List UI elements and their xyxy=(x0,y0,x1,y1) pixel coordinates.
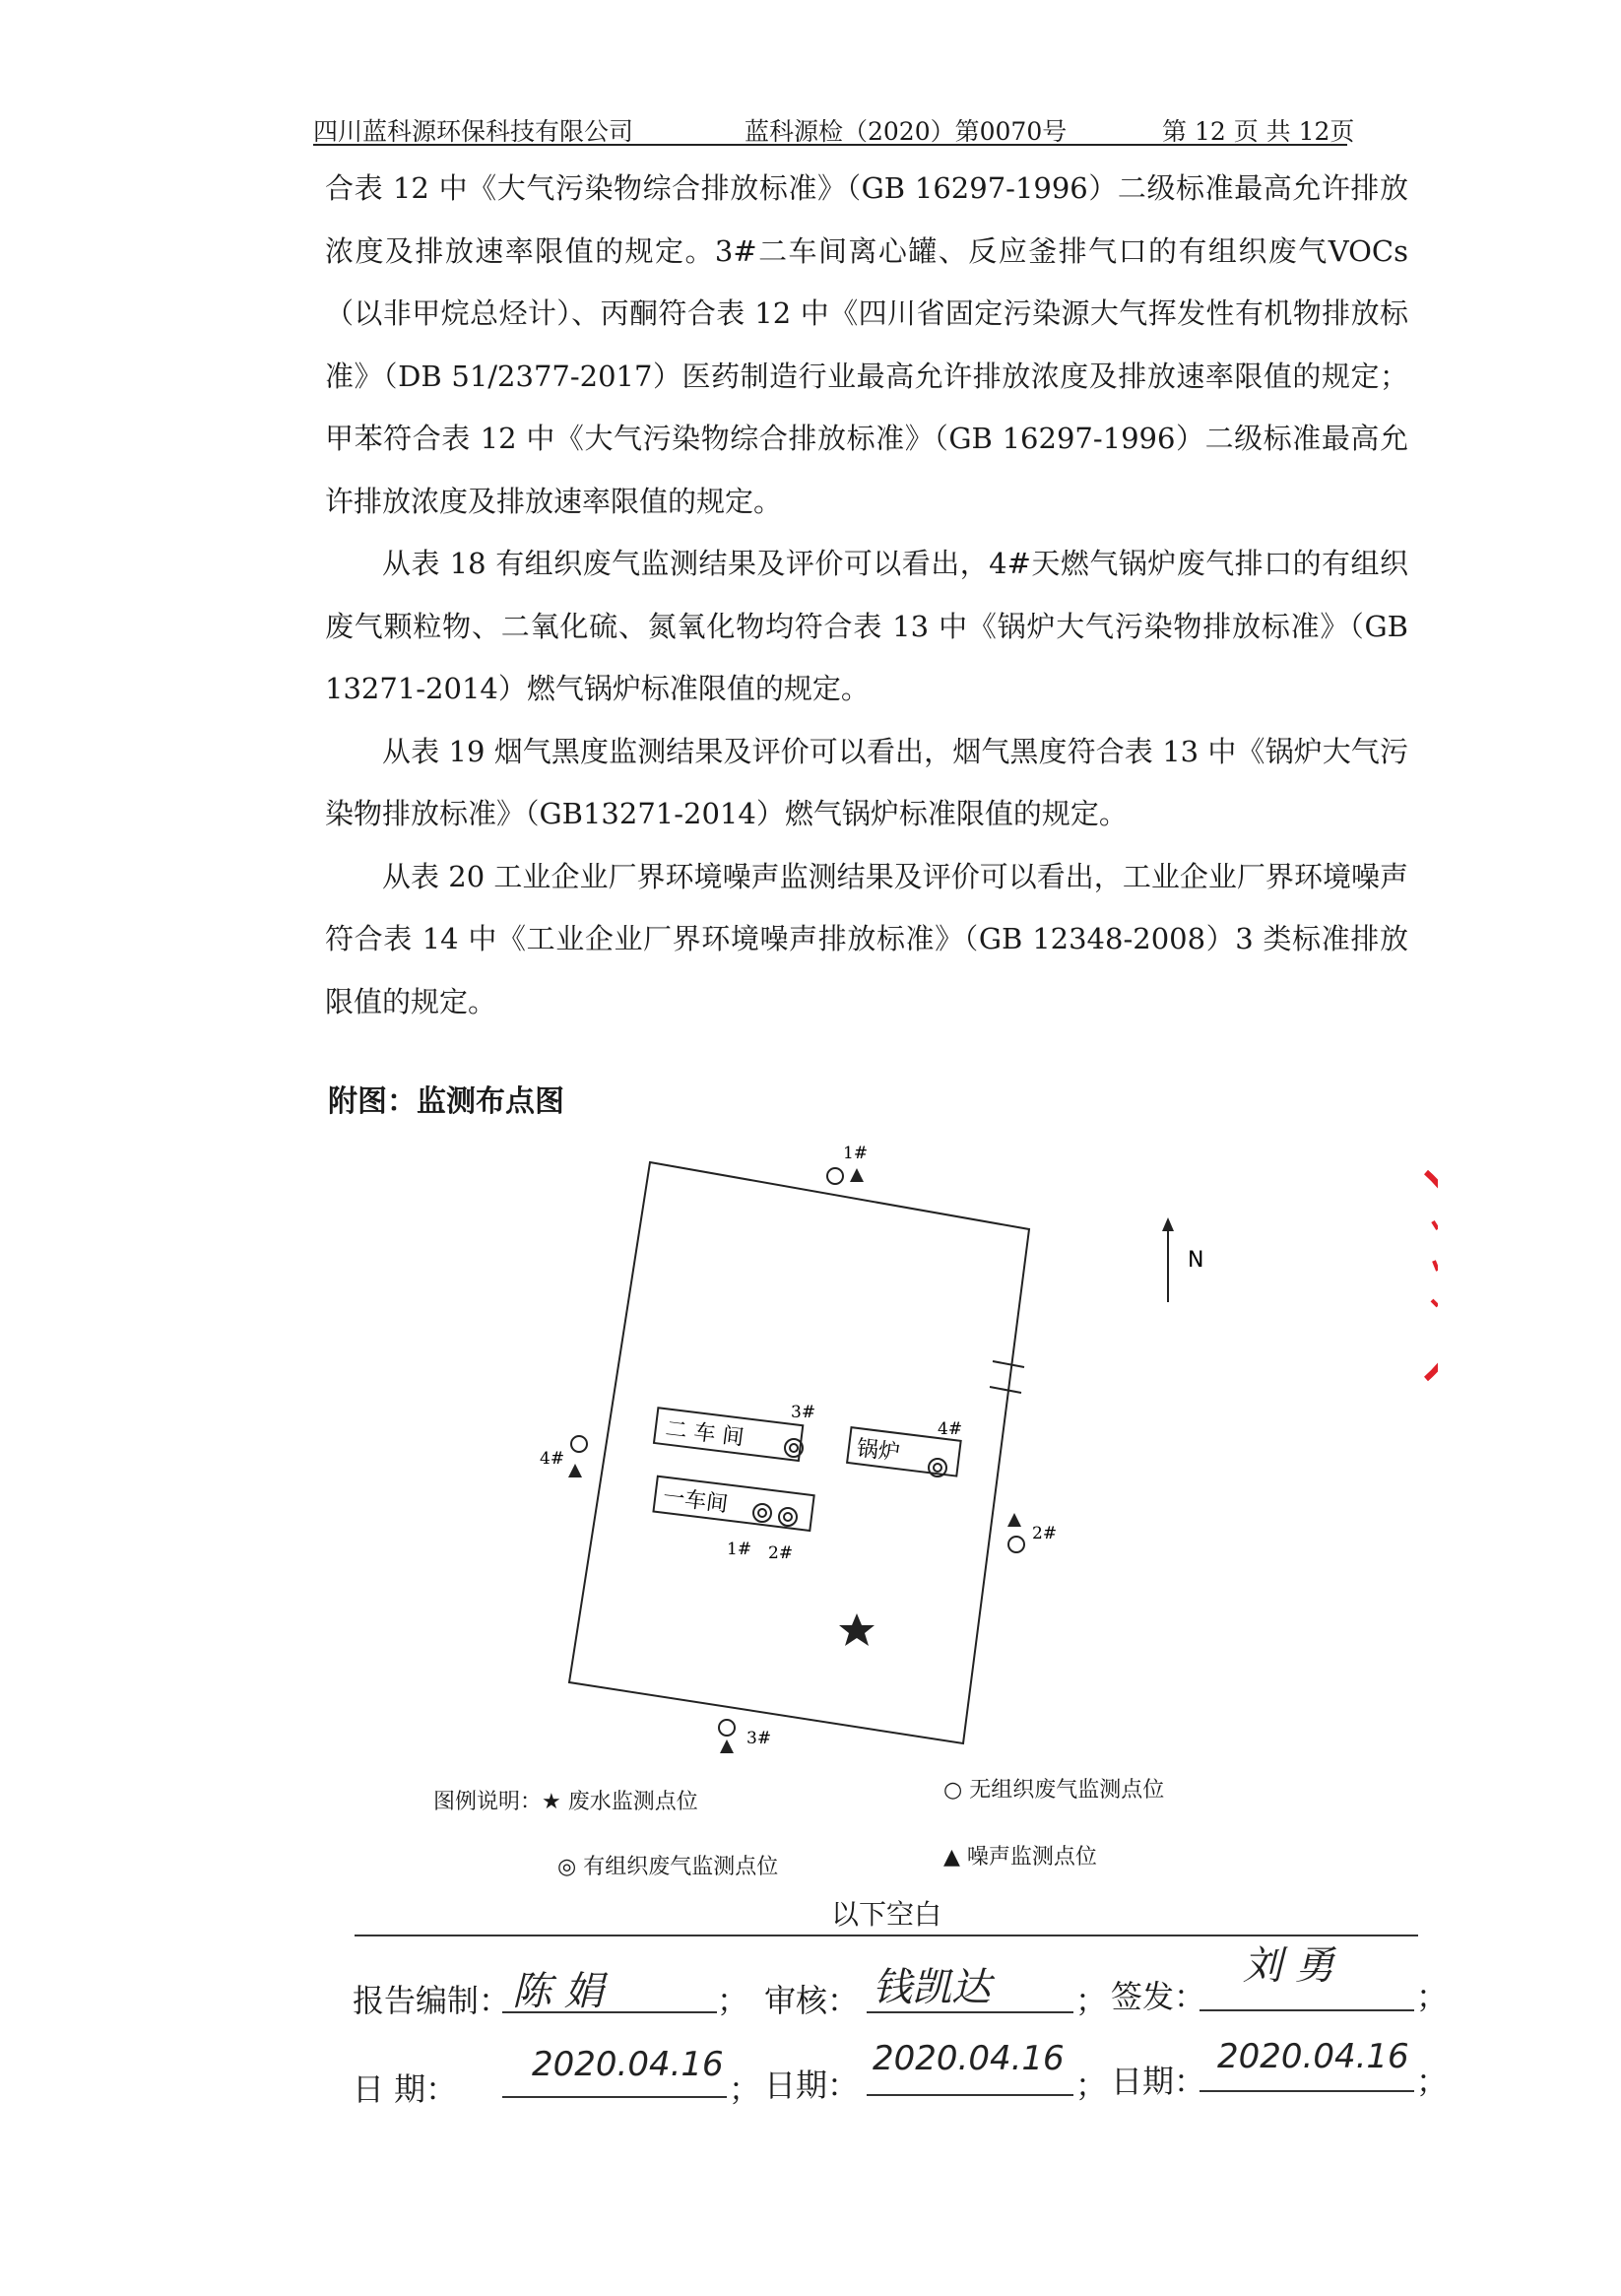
paragraph-3: 从表 19 烟气黑度监测结果及评价可以看出，烟气黑度符合表 13 中《锅炉大气污染物排放标准》（GB13271-2014）燃气锅炉标准限值的规定。 xyxy=(325,734,1408,830)
label-p4: 4# xyxy=(540,1449,565,1469)
end-mark: 以下空白 xyxy=(355,1895,1418,1936)
fugitive-point-1 xyxy=(827,1168,843,1184)
legend-noise xyxy=(943,1840,1097,1870)
triangle-icon: ▲ xyxy=(943,1845,967,1870)
semicolon: ； xyxy=(1416,2063,1449,2100)
prepared-signature: 陈 娟 xyxy=(512,1969,604,2014)
boiler-label: 锅炉 xyxy=(855,1436,902,1467)
paragraph-4: 从表 20 工业企业厂界环境噪声监测结果及评价可以看出，工业企业厂界环境噪声符合表 14 中《工业企业厂界环境噪声排放标准》（GB 12348-2008）3 类标准排放限值的规定。 xyxy=(325,859,1408,1018)
legend-wastewater-label: 废水监测点位 xyxy=(567,1790,698,1814)
workshop-1 xyxy=(653,1476,813,1531)
noise-point-1 xyxy=(850,1168,864,1182)
stamp-seal xyxy=(1426,1172,1438,1379)
legend-fugitive-label: 无组织废气监测点位 xyxy=(969,1778,1165,1803)
north-label: N xyxy=(1188,1248,1204,1273)
date-label-prepared: 日 期： xyxy=(353,2070,458,2108)
semicolon: ； xyxy=(729,2070,761,2108)
date-prepared: 2020.04.16 xyxy=(532,2045,724,2084)
double-circle-icon: ◎ xyxy=(557,1855,584,1879)
noise-point-3 xyxy=(720,1739,734,1753)
semicolon: ； xyxy=(1075,1982,1108,2019)
semicolon: ； xyxy=(1416,1978,1449,2015)
legend-fugitive xyxy=(943,1773,1164,1804)
gate-mark xyxy=(990,1387,1021,1393)
legend-organized xyxy=(557,1850,778,1880)
body-text xyxy=(325,158,1408,1033)
page-header xyxy=(313,98,1355,146)
prepared-label: 报告编制： xyxy=(353,1982,511,2019)
label-w2: 2# xyxy=(768,1543,794,1563)
figure-title: 附图：监测布点图 xyxy=(328,1084,564,1119)
stamp-seal-inner xyxy=(1432,1221,1438,1306)
semicolon: ； xyxy=(1075,2066,1108,2104)
legend-wastewater xyxy=(433,1785,698,1815)
noise-point-4 xyxy=(568,1464,582,1477)
label-p2: 2# xyxy=(1032,1524,1058,1543)
label-w4: 4# xyxy=(938,1419,963,1439)
review-signature: 钱凯达 xyxy=(873,1965,991,2010)
legend-noise-label: 噪声监测点位 xyxy=(966,1845,1097,1870)
legend-organized-label: 有组织废气监测点位 xyxy=(583,1855,779,1879)
semicolon: ； xyxy=(717,1982,749,2019)
date-label-review: 日期： xyxy=(764,2066,860,2104)
workshop-2 xyxy=(654,1408,803,1461)
issue-signature: 刘 勇 xyxy=(1243,1943,1334,1989)
date-label-issue: 日期： xyxy=(1111,2063,1206,2100)
workshop-1-label: 一车间 xyxy=(661,1484,730,1518)
fugitive-point-2 xyxy=(1008,1537,1024,1552)
north-arrow-head xyxy=(1162,1217,1174,1231)
circle-icon: ○ xyxy=(943,1778,970,1803)
date-review: 2020.04.16 xyxy=(873,2039,1065,2078)
date-issue: 2020.04.16 xyxy=(1217,2037,1409,2076)
page-number: 第 12 页 共 12页 xyxy=(1162,117,1355,146)
star-icon: ★ xyxy=(542,1790,568,1814)
review-label: 审核： xyxy=(764,1982,860,2019)
organized-point-2 xyxy=(779,1508,797,1526)
fugitive-point-4 xyxy=(571,1436,587,1452)
label-p3: 3# xyxy=(746,1729,772,1748)
organized-point-1 xyxy=(753,1504,771,1522)
workshop-2-label: 二 车 间 xyxy=(664,1416,746,1451)
paragraph-2: 从表 18 有组织废气监测结果及评价可以看出，4#天燃气锅炉废气排口的有组织废气颗粒物、二氧化硫、氮氧化物均符合表 13 中《锅炉大气污染物排放标准》（GB 13271-2014）燃气锅炉标准限值的规定。 xyxy=(325,547,1408,705)
label-w3: 3# xyxy=(791,1403,816,1422)
report-number: 蓝科源检（2020）第0070号 xyxy=(745,117,1068,146)
label-p1: 1# xyxy=(843,1144,869,1163)
fugitive-point-3 xyxy=(719,1720,735,1736)
gate-mark xyxy=(993,1361,1024,1367)
issue-label: 签发： xyxy=(1111,1978,1206,2015)
company-name: 四川蓝科源环保科技有限公司 xyxy=(313,117,634,146)
label-w1: 1# xyxy=(727,1540,752,1559)
noise-point-2 xyxy=(1007,1513,1021,1527)
wastewater-point xyxy=(839,1613,875,1646)
monitoring-map xyxy=(512,1133,1438,1753)
paragraph-1: 合表 12 中《大气污染物综合排放标准》（GB 16297-1996）二级标准最高允许排放浓度及排放速率限值的规定。3#二车间离心罐、反应釜排气口的有组织废气VOCs（以非甲烷总烃计）、丙酮符合表 12 中《四川省固定污染源大气挥发性有机物排放标准》（DB 51/2377-2017）医药制造行业最高允许排放浓度及排放速率限值的规定；甲苯符合表 12 中《大气污染物综合排放标准》（GB 16297-1996）二级标准最高允许排放浓度及排放速率限值的规定。 xyxy=(325,171,1408,518)
legend-prefix: 图例说明： xyxy=(433,1790,543,1814)
